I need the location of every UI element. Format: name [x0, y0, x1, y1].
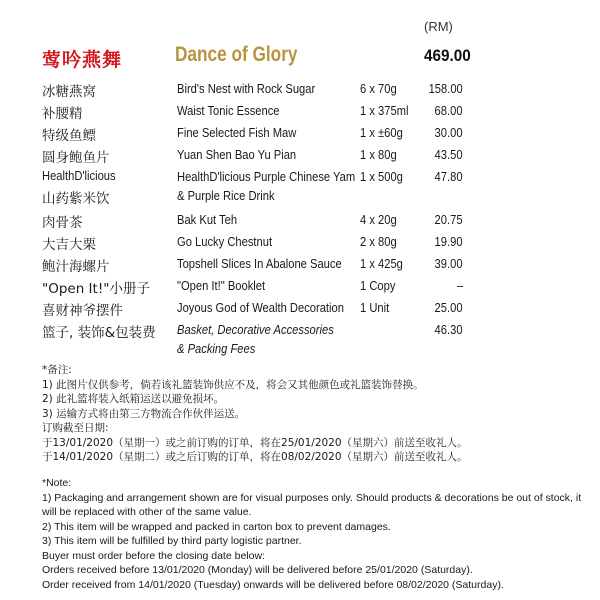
- note-line: Buyer must order before the closing date below:: [42, 549, 265, 562]
- item-name-english: Basket, Decorative Accessories: [177, 322, 334, 337]
- list-item: [0, 168, 600, 208]
- list-item: [0, 146, 600, 166]
- item-name-english: Topshell Slices In Abalone Sauce: [177, 256, 342, 271]
- note-line: *备注:: [42, 364, 72, 376]
- item-price: 25.00: [435, 300, 463, 315]
- note-line: 3) 运输方式将由第三方物流合作伙伴运送。: [42, 407, 246, 420]
- item-name-chinese: "Open It!"小册子: [42, 281, 150, 297]
- note-line: 订购截至日期:: [42, 422, 109, 434]
- item-name-english: Bird's Nest with Rock Sugar: [177, 81, 316, 96]
- list-item: [0, 299, 600, 319]
- note-line: Order received from 14/01/2020 (Tuesday) onwards will be delivered before 08/02/2020 (Saturday).: [42, 578, 504, 591]
- note-line: 3) This item will be fulfilled by third party logistic partner.: [42, 535, 302, 547]
- item-name-chinese: 喜财神爷摆件: [42, 303, 123, 319]
- item-name-chinese: 圆身鲍鱼片: [42, 150, 110, 166]
- item-name-english: Waist Tonic Essence: [177, 103, 280, 118]
- item-price: –: [456, 278, 463, 293]
- item-name-english: HealthD'licious Purple Chinese Yam: [177, 169, 356, 184]
- item-price: 68.00: [435, 103, 463, 118]
- item-name-chinese: 篮子, 装饰&包装费: [42, 325, 156, 341]
- list-item: [0, 80, 600, 100]
- item-quantity: 1 x 375ml: [360, 103, 409, 118]
- note-line: 2) This item will be wrapped and packed in carton box to prevent damages.: [42, 520, 391, 533]
- item-name-chinese: 冰糖燕窝: [42, 84, 96, 100]
- item-name-english-line2: & Purple Rice Drink: [177, 188, 275, 203]
- item-quantity: 4 x 20g: [360, 212, 397, 227]
- item-name-english: Go Lucky Chestnut: [177, 234, 273, 249]
- item-name-english: Yuan Shen Bao Yu Pian: [177, 147, 297, 162]
- item-name-chinese: 特级鱼鳔: [42, 128, 96, 144]
- item-price: 19.90: [435, 234, 463, 249]
- item-quantity: 2 x 80g: [360, 234, 397, 249]
- list-item: [0, 255, 600, 275]
- list-item: [0, 124, 600, 144]
- item-name-chinese: 补腰精: [42, 106, 83, 122]
- item-price: 43.50: [435, 147, 463, 162]
- list-item: [0, 211, 600, 231]
- item-price: 158.00: [428, 81, 463, 96]
- note-line: 2) 此礼篮将装入纸箱运送以避免损坏。: [42, 393, 225, 405]
- product-title-chinese: 莺吟燕舞: [42, 49, 123, 71]
- item-quantity: 1 x 500g: [360, 169, 403, 184]
- item-price: 39.00: [435, 256, 463, 271]
- list-item: [0, 321, 600, 361]
- item-name-chinese: HealthD'licious: [42, 168, 116, 183]
- item-price: 47.80: [435, 169, 463, 184]
- list-item: [0, 277, 600, 297]
- item-name-english-line2: & Packing Fees: [177, 341, 256, 356]
- list-item: [0, 102, 600, 122]
- item-quantity: 1 Copy: [360, 278, 396, 293]
- item-name-english: "Open It!" Booklet: [177, 278, 266, 293]
- notes-chinese: [42, 363, 468, 465]
- item-name-chinese: 鲍汁海螺片: [42, 259, 110, 275]
- item-name-chinese: 肉骨茶: [42, 215, 83, 231]
- item-quantity: 1 x ±60g: [360, 125, 403, 140]
- item-quantity: 1 x 425g: [360, 256, 403, 271]
- item-quantity: 1 x 80g: [360, 147, 397, 162]
- item-name-english: Joyous God of Wealth Decoration: [177, 300, 344, 315]
- note-line: 1) Packaging and arrangement shown are for visual purposes only. Should products & decorations be out of stock, it: [42, 491, 582, 504]
- item-price: 46.30: [435, 322, 463, 337]
- item-price: 30.00: [435, 125, 463, 140]
- notes-english: [42, 476, 582, 592]
- item-name-chinese: 大吉大栗: [42, 237, 96, 253]
- note-line: 1) 此图片仅供参考，倘若该礼篮装饰供应不及，将会又其他颜色或礼篮装饰替换。: [42, 378, 424, 391]
- list-item: [0, 233, 600, 253]
- item-name-english: Bak Kut Teh: [177, 212, 238, 227]
- item-name-chinese-line2: 山药紫米饮: [42, 191, 110, 207]
- note-line: *Note:: [42, 477, 72, 489]
- item-name-english: Fine Selected Fish Maw: [177, 125, 297, 140]
- product-title-english: Dance of Glory: [175, 43, 298, 66]
- note-line: Orders received before 13/01/2020 (Monday) will be delivered before 25/01/2020 (Saturday).: [42, 564, 473, 576]
- item-price: 20.75: [435, 212, 463, 227]
- note-line: will be replaced with other of the same value.: [42, 506, 252, 518]
- total-price: 469.00: [424, 46, 471, 65]
- currency-label: (RM): [424, 19, 453, 34]
- item-quantity: 6 x 70g: [360, 81, 397, 96]
- note-line: 于14/01/2020（星期二）或之后订购的订单，将在08/02/2020（星期六）前送至收礼人。: [42, 451, 468, 463]
- note-line: 于13/01/2020（星期一）或之前订购的订单，将在25/01/2020（星期六）前送至收礼人。: [42, 436, 468, 449]
- item-quantity: 1 Unit: [360, 300, 390, 315]
